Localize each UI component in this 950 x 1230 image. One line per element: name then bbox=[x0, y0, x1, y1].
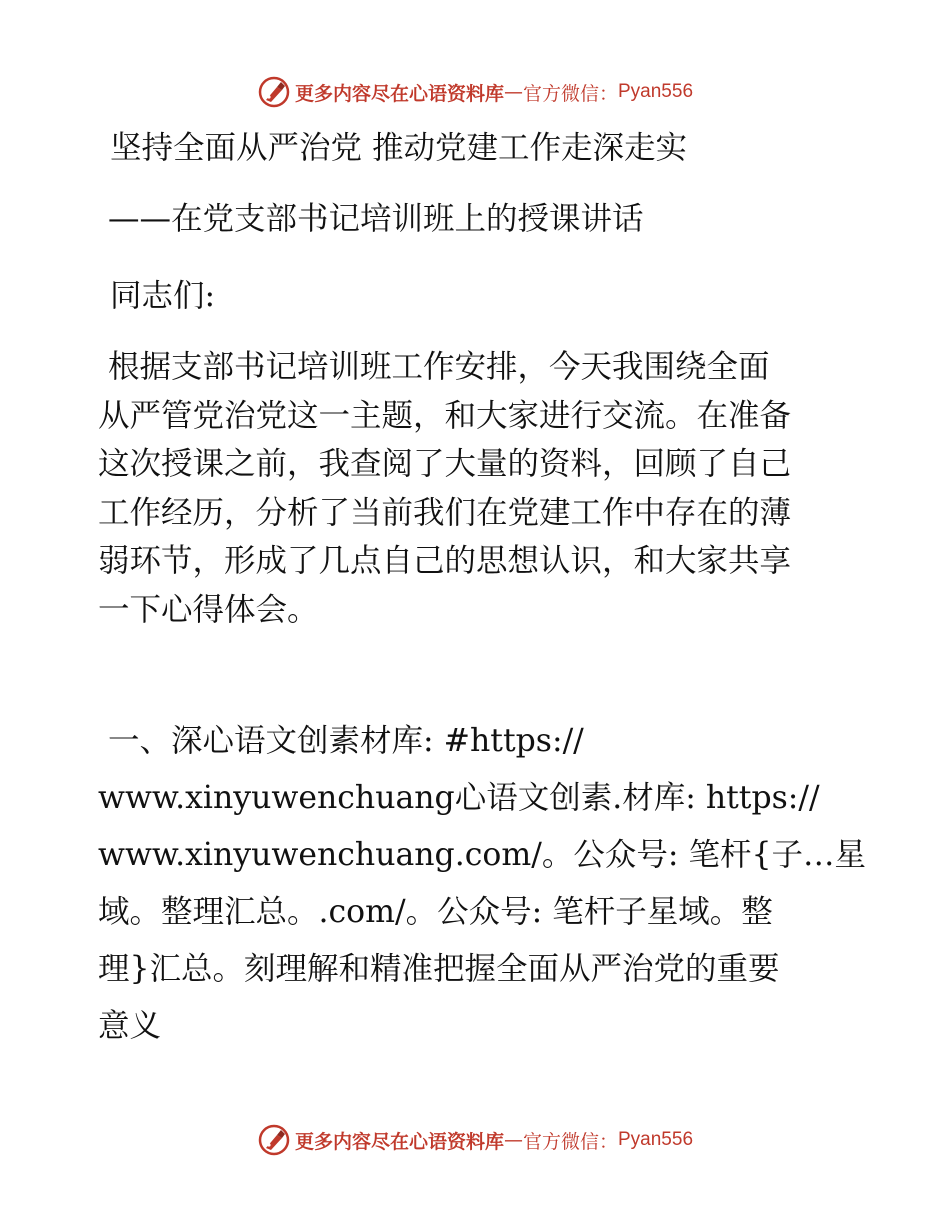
paragraph-line: 从严管党治党这一主题，和大家进行交流。在准备 bbox=[98, 397, 792, 434]
paragraph-line: 弱环节，形成了几点自己的思想认识，和大家共享 bbox=[98, 543, 792, 579]
section-line: www.xinyuwenchuang.com/。公众号: 笔杆{子…星 bbox=[98, 837, 866, 873]
paragraph-line: 工作经历，分析了当前我们在党建工作中存在的薄 bbox=[98, 494, 792, 531]
section-line: 意义 bbox=[98, 1008, 162, 1044]
section-one bbox=[98, 713, 866, 1055]
paragraph-line: 一下心得体会。 bbox=[98, 591, 319, 628]
watermark-main-text: 更多内容尽在心语资料库 bbox=[294, 82, 504, 105]
pen-nib-logo-icon bbox=[257, 1123, 291, 1157]
section-line: 域。整理汇总。.com/。公众号: 笔杆子星域。整 bbox=[98, 894, 773, 930]
paragraph-line: 根据支部书记培训班工作安排，今天我围绕全面 bbox=[108, 349, 770, 385]
document-title: 坚持全面从严治党 推动党建工作走深走实 bbox=[110, 130, 688, 166]
pen-nib-logo-icon bbox=[257, 75, 291, 109]
watermark-sub-text: 官方微信： bbox=[522, 1130, 618, 1153]
watermark-dash: — bbox=[503, 81, 523, 103]
section-line: 理}汇总。刻理解和精准把握全面从严治党的重要 bbox=[98, 951, 780, 987]
intro-paragraph bbox=[98, 343, 858, 634]
header-watermark bbox=[0, 70, 950, 114]
watermark-wechat-id: Pyan556 bbox=[618, 1129, 694, 1150]
paragraph-line: 这次授课之前，我查阅了大量的资料，回顾了自己 bbox=[98, 446, 792, 482]
watermark-dash: — bbox=[503, 1129, 523, 1151]
greeting: 同志们: bbox=[110, 278, 216, 314]
watermark-wechat-id: Pyan556 bbox=[618, 81, 694, 102]
section-line: www.xinyuwenchuang心语文创素.材库: https:// bbox=[98, 780, 820, 816]
footer-watermark bbox=[0, 1118, 950, 1162]
watermark-main-text: 更多内容尽在心语资料库 bbox=[294, 1130, 504, 1153]
watermark-sub-text: 官方微信： bbox=[522, 82, 618, 105]
document-subtitle: ——在党支部书记培训班上的授课讲话 bbox=[108, 201, 644, 237]
section-line: 一、深心语文创素材库: #https:// bbox=[108, 723, 584, 759]
